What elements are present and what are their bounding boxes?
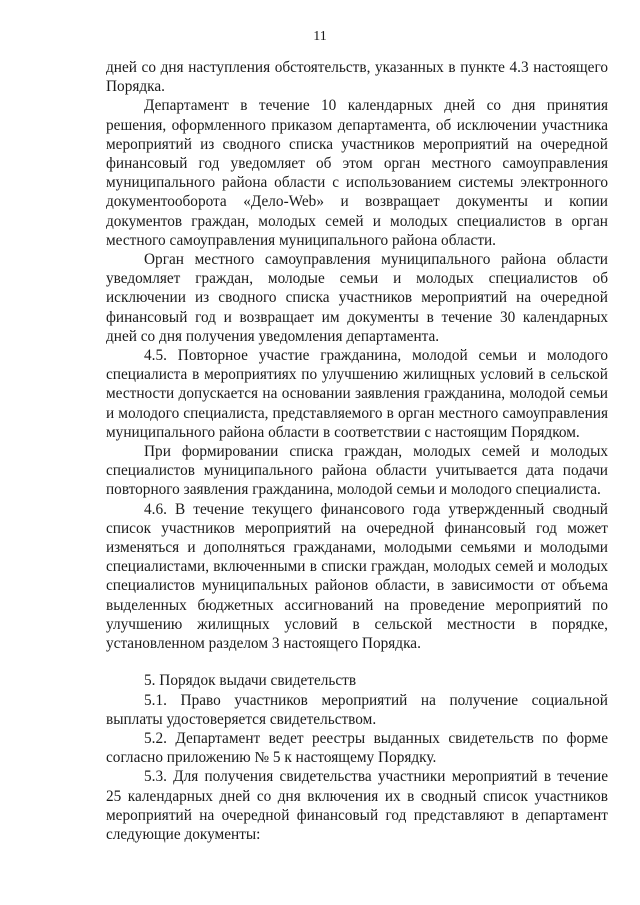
paragraph-4-6: 4.6. В течение текущего финансового года утвержденный сводный список участников мероприятий на очередной финансовый год может изменяться и дополняться гражданами, молодыми семьями и молодыми специалистами, включенными в списки граждан, молодых семей и молодых специалистов муниципальных районов области, в зависимости от объема выделенных бюджетных ассигнований на проведение мероприятий по улучшению жилищных условий в сельской местности в порядке, установленном разделом 3 настоящего Порядка. — [106, 500, 608, 653]
document-body — [106, 58, 608, 844]
paragraph-local-authority-notification: Орган местного самоуправления муниципального района области уведомляет граждан, молодые семьи и молодых специалистов об исключении из сводного списка участников мероприятий на очередной финансовый год и возвращает им документы в течение 30 календарных дней со дня получения уведомления департамента. — [106, 251, 608, 345]
page-number: 11 — [313, 29, 327, 44]
paragraph-5-2: 5.2. Департамент ведет реестры выданных свидетельств по форме согласно приложению № 5 к настоящему Порядку. — [106, 729, 608, 767]
paragraph-list-formation: При формировании списка граждан, молодых семей и молодых специалистов муниципального района области учитывается дата подачи повторного заявления гражданина, молодой семьи и молодого специалиста. — [106, 443, 608, 499]
paragraph-department-notification: Департамент в течение 10 календарных дней со дня принятия решения, оформленного приказом департамента, об исключении участника мероприятий из сводного списка участников мероприятий на очередной финансовый год уведомляет об этом орган местного самоуправления муниципального района области с использованием системы электронного документооборота «Дело-Web» и возвращает документы и копии документов граждан, молодых семей и молодых специалистов в орган местного самоуправления муниципального района области. — [106, 97, 608, 249]
paragraph-5-3: 5.3. Для получения свидетельства участники мероприятий в течение 25 календарных дней со дня включения их в сводный список участников мероприятий на очередной финансовый год представляют в департамент следующие документы: — [106, 768, 608, 843]
section-5-heading: 5. Порядок выдачи свидетельств — [144, 672, 357, 690]
paragraph-5-1: 5.1. Право участников мероприятий на получение социальной выплаты удостоверяется свидетельством. — [106, 691, 608, 728]
paragraph-4-5: 4.5. Повторное участие гражданина, молодой семьи и молодого специалиста в мероприятиях по улучшению жилищных условий в сельской местности допускается на основании заявления гражданина, молодой семьи и молодого специалиста, представляемого в орган местного самоуправления муниципального района области в соответствии с настоящим Порядком. — [106, 347, 608, 441]
paragraph-continuation: дней со дня наступления обстоятельств, указанных в пункте 4.3 настоящего Порядка. — [106, 59, 608, 96]
